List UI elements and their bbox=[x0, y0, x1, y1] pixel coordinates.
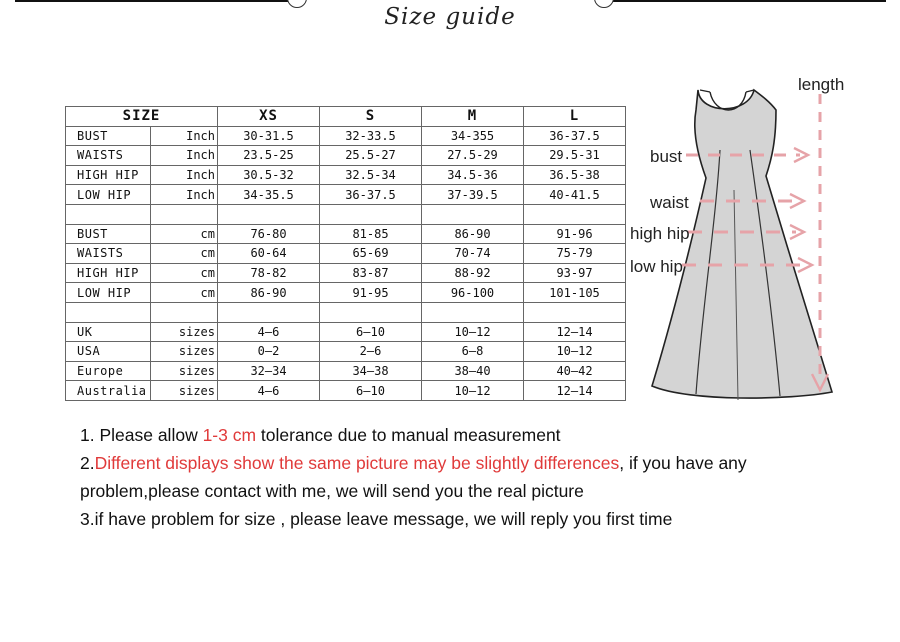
size-value: 10—12 bbox=[422, 322, 524, 342]
size-value: 96-100 bbox=[422, 283, 524, 303]
size-value: 75-79 bbox=[524, 244, 626, 264]
measure-label: WAISTS bbox=[66, 244, 151, 264]
size-value: 70-74 bbox=[422, 244, 524, 264]
note-1-highlight: 1-3 cm bbox=[202, 425, 257, 445]
size-value: 101-105 bbox=[524, 283, 626, 303]
size-value: 0—2 bbox=[218, 342, 320, 362]
unit-label: Inch bbox=[151, 146, 218, 166]
table-spacer-row bbox=[66, 204, 626, 224]
size-value: 65-69 bbox=[320, 244, 422, 264]
size-value: 4—6 bbox=[218, 322, 320, 342]
size-value: 91-95 bbox=[320, 283, 422, 303]
dress-strap-left bbox=[700, 90, 710, 92]
spacer-cell bbox=[422, 302, 524, 322]
measure-label: BUST bbox=[66, 224, 151, 244]
dress-diagram bbox=[620, 70, 850, 405]
size-value: 86-90 bbox=[218, 283, 320, 303]
size-value: 32-33.5 bbox=[320, 126, 422, 146]
table-row bbox=[66, 361, 626, 381]
length-label: length bbox=[798, 75, 845, 94]
waist-arrowhead bbox=[790, 194, 804, 208]
measure-label: UK bbox=[66, 322, 151, 342]
low-hip-arrowhead bbox=[798, 258, 812, 272]
measure-label: WAISTS bbox=[66, 146, 151, 166]
header-size: SIZE bbox=[66, 107, 218, 127]
size-value: 78-82 bbox=[218, 263, 320, 283]
page-title: Size guide bbox=[384, 4, 516, 30]
size-table-body bbox=[66, 107, 626, 401]
measure-label: USA bbox=[66, 342, 151, 362]
size-value: 12—14 bbox=[524, 322, 626, 342]
size-value: 60-64 bbox=[218, 244, 320, 264]
size-value: 36-37.5 bbox=[524, 126, 626, 146]
header-xs: XS bbox=[218, 107, 320, 127]
table-row bbox=[66, 263, 626, 283]
size-value: 32.5-34 bbox=[320, 165, 422, 185]
note-2-number: 2. bbox=[80, 453, 95, 473]
table-row bbox=[66, 126, 626, 146]
size-value: 88-92 bbox=[422, 263, 524, 283]
size-value: 2—6 bbox=[320, 342, 422, 362]
size-value: 6—10 bbox=[320, 381, 422, 401]
table-row bbox=[66, 244, 626, 264]
note-2-highlight: Different displays show the same picture may be slightly differences bbox=[94, 453, 620, 473]
size-value: 38—40 bbox=[422, 361, 524, 381]
bust-label: bust bbox=[650, 147, 683, 166]
size-value: 91-96 bbox=[524, 224, 626, 244]
header-l: L bbox=[524, 107, 626, 127]
table-spacer-row bbox=[66, 302, 626, 322]
note-3: 3.if have problem for size , please leave message, we will reply you first time bbox=[80, 509, 673, 529]
header-m: M bbox=[422, 107, 524, 127]
unit-label: cm bbox=[151, 283, 218, 303]
size-value: 25.5-27 bbox=[320, 146, 422, 166]
note-2 bbox=[80, 449, 860, 505]
unit-label: cm bbox=[151, 263, 218, 283]
measure-label: Australia bbox=[66, 381, 151, 401]
size-value: 23.5-25 bbox=[218, 146, 320, 166]
top-divider-left bbox=[15, 0, 297, 2]
size-value: 37-39.5 bbox=[422, 185, 524, 205]
size-value: 36.5-38 bbox=[524, 165, 626, 185]
unit-label: cm bbox=[151, 244, 218, 264]
size-value: 83-87 bbox=[320, 263, 422, 283]
unit-label: sizes bbox=[151, 381, 218, 401]
spacer-cell bbox=[524, 204, 626, 224]
low-hip-label: low hip bbox=[630, 257, 683, 276]
spacer-cell bbox=[422, 204, 524, 224]
measure-label: LOW HIP bbox=[66, 283, 151, 303]
unit-label: sizes bbox=[151, 322, 218, 342]
measure-label: BUST bbox=[66, 126, 151, 146]
spacer-cell bbox=[151, 204, 218, 224]
spacer-cell bbox=[218, 204, 320, 224]
unit-label: Inch bbox=[151, 126, 218, 146]
measure-label: LOW HIP bbox=[66, 185, 151, 205]
size-value: 12—14 bbox=[524, 381, 626, 401]
spacer-cell bbox=[66, 204, 151, 224]
table-row bbox=[66, 283, 626, 303]
spacer-cell bbox=[151, 302, 218, 322]
high-hip-label: high hip bbox=[630, 224, 690, 243]
dress-silhouette bbox=[652, 90, 832, 398]
size-table bbox=[65, 106, 626, 401]
spacer-cell bbox=[320, 204, 422, 224]
spacer-cell bbox=[218, 302, 320, 322]
size-value: 81-85 bbox=[320, 224, 422, 244]
header-s: S bbox=[320, 107, 422, 127]
spacer-cell bbox=[320, 302, 422, 322]
note-2-text: , if you have any problem,please contact with me, we will send you the real picture bbox=[80, 453, 747, 501]
size-value: 34-355 bbox=[422, 126, 524, 146]
size-value: 6—8 bbox=[422, 342, 524, 362]
size-value: 34—38 bbox=[320, 361, 422, 381]
table-row bbox=[66, 165, 626, 185]
table-row bbox=[66, 146, 626, 166]
top-divider-right bbox=[604, 0, 886, 2]
size-value: 40—42 bbox=[524, 361, 626, 381]
unit-label: cm bbox=[151, 224, 218, 244]
spacer-cell bbox=[524, 302, 626, 322]
unit-label: Inch bbox=[151, 185, 218, 205]
size-value: 29.5-31 bbox=[524, 146, 626, 166]
table-row bbox=[66, 342, 626, 362]
table-row bbox=[66, 381, 626, 401]
waist-label: waist bbox=[650, 193, 689, 212]
size-value: 27.5-29 bbox=[422, 146, 524, 166]
size-value: 32—34 bbox=[218, 361, 320, 381]
size-value: 30.5-32 bbox=[218, 165, 320, 185]
size-value: 10—12 bbox=[524, 342, 626, 362]
measure-label: HIGH HIP bbox=[66, 263, 151, 283]
measure-label: Europe bbox=[66, 361, 151, 381]
notes-section bbox=[80, 421, 860, 533]
note-1 bbox=[80, 421, 860, 449]
table-row bbox=[66, 185, 626, 205]
measure-label: HIGH HIP bbox=[66, 165, 151, 185]
size-value: 76-80 bbox=[218, 224, 320, 244]
size-value: 93-97 bbox=[524, 263, 626, 283]
table-row bbox=[66, 224, 626, 244]
size-value: 4—6 bbox=[218, 381, 320, 401]
unit-label: sizes bbox=[151, 361, 218, 381]
table-header-row bbox=[66, 107, 626, 127]
size-value: 40-41.5 bbox=[524, 185, 626, 205]
spacer-cell bbox=[66, 302, 151, 322]
size-value: 36-37.5 bbox=[320, 185, 422, 205]
note-1-text-end: tolerance due to manual measurement bbox=[256, 425, 561, 445]
size-value: 86-90 bbox=[422, 224, 524, 244]
size-value: 34-35.5 bbox=[218, 185, 320, 205]
size-value: 6—10 bbox=[320, 322, 422, 342]
size-value: 10—12 bbox=[422, 381, 524, 401]
unit-label: Inch bbox=[151, 165, 218, 185]
unit-label: sizes bbox=[151, 342, 218, 362]
size-value: 34.5-36 bbox=[422, 165, 524, 185]
table-row bbox=[66, 322, 626, 342]
note-1-text: 1. Please allow bbox=[80, 425, 203, 445]
size-value: 30-31.5 bbox=[218, 126, 320, 146]
